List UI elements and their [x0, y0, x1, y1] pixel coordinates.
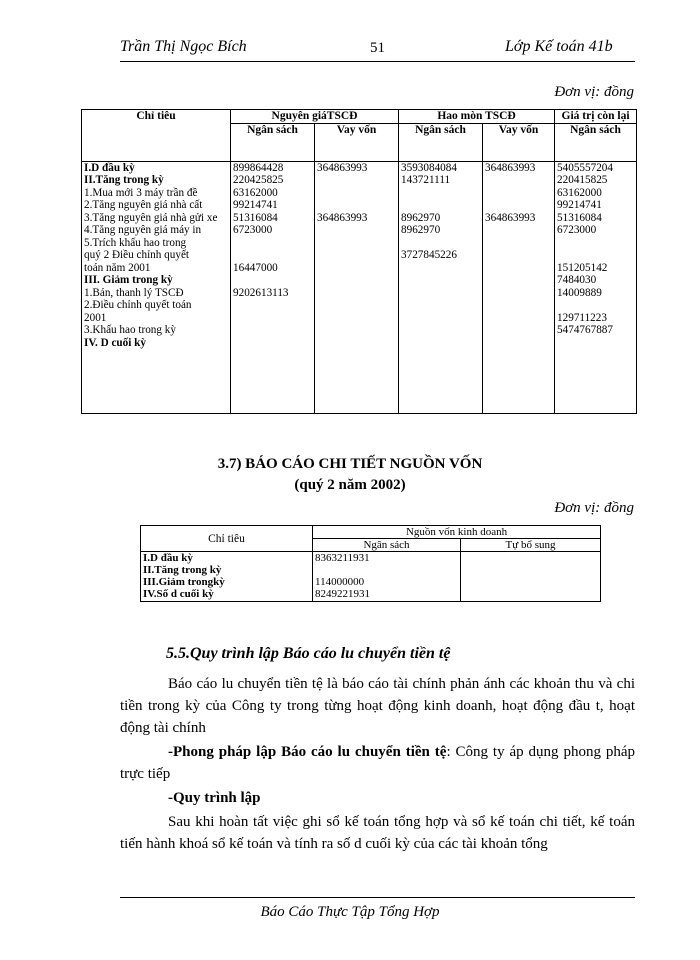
t2-cell — [463, 576, 598, 588]
row-label: quý 2 Điều chỉnh quyết — [84, 249, 190, 261]
cell-spacer — [401, 237, 480, 250]
row-label: 1.Bán, thanh lý TSCĐ — [84, 286, 184, 299]
cell-spacer — [557, 237, 634, 250]
cell-value: 143721111 — [401, 174, 451, 186]
page-number: 51 — [370, 40, 385, 56]
cell-spacer — [557, 249, 634, 262]
paragraph: Sau khi hoàn tất việc ghi sổ kế toán tổng hợp và sổ kế toán chi tiết, kế toán tiến hành khoá sổ kế toán và tính ra số d cuối kỳ của các tài khoản tổng — [120, 814, 635, 852]
subsection-heading: 5.5.Quy trình lập Báo cáo lu chuyển tiền tệ — [166, 645, 451, 662]
row-label: I.D đầu kỳ — [84, 161, 135, 174]
header-ngan-sach: Ngân sách — [231, 123, 315, 161]
t2-header-ngan-sach: Ngân sách — [313, 539, 461, 552]
t2-cell — [315, 564, 458, 576]
cell-value: 14009889 — [557, 286, 602, 299]
row-label: 2001 — [84, 311, 107, 324]
row-label: 5.Trích khấu hao trong — [84, 236, 187, 249]
cell-value: 51316084 — [557, 211, 602, 224]
header-chi-tieu: Chỉ tiêu — [82, 110, 231, 162]
capital-sources-table — [140, 525, 601, 602]
cell-value: 220415825 — [557, 174, 608, 186]
cell-value: 5405557204 — [557, 161, 613, 174]
t2-row-label: I.D đầu kỳ — [143, 552, 193, 564]
row-label: II.Tăng trong kỳ — [84, 174, 164, 186]
hao-mon-vay-von-column — [483, 161, 555, 413]
cell-spacer — [317, 199, 396, 212]
cell-spacer — [557, 299, 634, 312]
cell-value: 364863993 — [485, 161, 536, 174]
row-label: toán năm 2001 — [84, 261, 151, 274]
row-label: 2.Tăng nguyên giá nhà cất — [84, 199, 203, 211]
cell-value: 5474767887 — [557, 324, 613, 336]
row-label: IV. D cuối kỳ — [84, 336, 146, 349]
t2-header-nguon-von: Nguồn vốn kinh doanh — [313, 526, 601, 539]
cell-value: 99214741 — [233, 199, 278, 211]
unit-label-1: Đơn vị: đồng — [554, 84, 634, 100]
t2-cell: 8249221931 — [315, 588, 370, 600]
header-rule — [120, 61, 635, 62]
t2-tu-bo-sung-column — [461, 552, 601, 602]
cell-value: 3593084084 — [401, 161, 457, 174]
cell-value: 364863993 — [485, 211, 536, 224]
cell-value: 7484030 — [557, 274, 597, 286]
t2-row-label: IV.Số d cuối kỳ — [143, 588, 214, 600]
cell-value: 63162000 — [557, 186, 602, 199]
cell-value: 51316084 — [233, 211, 278, 224]
nguyen-gia-ngan-sach-column — [231, 161, 315, 413]
row-label: 1.Mua mới 3 máy trần đề — [84, 186, 198, 199]
header-author: Trần Thị Ngọc Bích — [120, 38, 247, 55]
cell-value: 6723000 — [557, 224, 597, 236]
row-label: 4.Tăng nguyên giá máy in — [84, 224, 202, 236]
cell-spacer — [317, 174, 396, 187]
nguyen-gia-vay-von-column — [315, 161, 399, 413]
row-label: 3.Tăng nguyên giá nhà gửi xe — [84, 211, 218, 224]
row-label: III. Giảm trong kỳ — [84, 274, 173, 286]
cell-value: 99214741 — [557, 199, 602, 211]
t2-cell: 8363211931 — [315, 552, 370, 564]
header-vay-von: Vay vốn — [315, 123, 399, 161]
cell-spacer — [233, 237, 312, 250]
cell-value: 63162000 — [233, 186, 278, 199]
fixed-assets-table — [81, 109, 637, 414]
footer-text: Báo Cáo Thực Tập Tổng Hợp — [260, 904, 440, 920]
t2-cell: 114000000 — [315, 576, 365, 588]
header-ngan-sach: Ngân sách — [555, 123, 637, 161]
t2-header-tu-bo-sung: Tự bổ sung — [461, 539, 601, 552]
row-labels-column — [82, 161, 231, 413]
header-ngan-sach: Ngân sách — [399, 123, 483, 161]
paragraph: Báo cáo lu chuyển tiền tệ là báo cáo tài chính phản ánh các khoản thu và chi tiền trong kỳ của Công ty trong từng hoạt động kinh doanh, hoạt động đầu t, hoạt động tài chính — [120, 676, 635, 736]
cell-value: 364863993 — [317, 161, 368, 174]
cell-spacer — [401, 187, 480, 200]
cell-value: 16447000 — [233, 261, 278, 274]
cell-spacer — [485, 174, 552, 187]
row-label: 2.Điều chỉnh quyết toán — [84, 299, 192, 311]
cell-spacer — [485, 199, 552, 212]
cell-value: 364863993 — [317, 211, 368, 224]
t2-ngan-sach-column — [313, 552, 461, 602]
t2-cell — [463, 552, 598, 564]
cell-spacer — [233, 249, 312, 262]
t2-header-chi-tieu: Chỉ tiêu — [141, 526, 313, 552]
header-nguyen-gia: Nguyên giáTSCĐ — [231, 110, 399, 124]
paragraph: -Quy trình lập — [168, 790, 261, 806]
gia-tri-con-lai-column — [555, 161, 637, 413]
header-class: Lớp Kế toán 41b — [505, 38, 613, 55]
body-text — [120, 673, 635, 855]
cell-spacer — [317, 187, 396, 200]
t2-cell — [463, 588, 598, 600]
hao-mon-ngan-sach-column — [399, 161, 483, 413]
paragraph — [120, 741, 635, 785]
method-label: -Phong pháp lập Báo cáo lu chuyển tiền tệ — [168, 744, 447, 760]
t2-row-label: III.Giảm trongkỳ — [143, 576, 225, 588]
cell-value: 6723000 — [233, 224, 273, 236]
section-subtitle: (quý 2 năm 2002) — [294, 477, 406, 493]
header-gia-tri-con-lai: Giá trị còn lại — [555, 110, 637, 124]
cell-spacer — [401, 199, 480, 212]
cell-value: 151205142 — [557, 261, 608, 274]
cell-value: 8962970 — [401, 211, 441, 224]
t2-row-label: II.Tăng trong kỳ — [143, 564, 222, 576]
unit-label-2: Đơn vị: đồng — [554, 500, 634, 516]
row-label: 3.Khấu hao trong kỳ — [84, 324, 176, 336]
header-vay-von: Vay vốn — [483, 123, 555, 161]
method-text: : Công ty áp dụng phong pháp trực tiếp — [120, 744, 636, 782]
t2-cell — [463, 564, 598, 576]
cell-value: 220425825 — [233, 174, 284, 186]
header-hao-mon: Hao mòn TSCĐ — [399, 110, 555, 124]
footer-rule — [120, 897, 635, 898]
t2-labels-column — [141, 552, 313, 602]
cell-value: 8962970 — [401, 224, 441, 236]
section-title: 3.7) BÁO CÁO CHI TIẾT NGUỒN VỐN — [217, 456, 483, 472]
cell-value: 3727845226 — [401, 249, 457, 261]
cell-value: 899864428 — [233, 161, 284, 174]
cell-value: 9202613113 — [233, 286, 289, 299]
cell-value: 129711223 — [557, 311, 607, 324]
cell-spacer — [485, 187, 552, 200]
cell-spacer — [233, 274, 312, 287]
